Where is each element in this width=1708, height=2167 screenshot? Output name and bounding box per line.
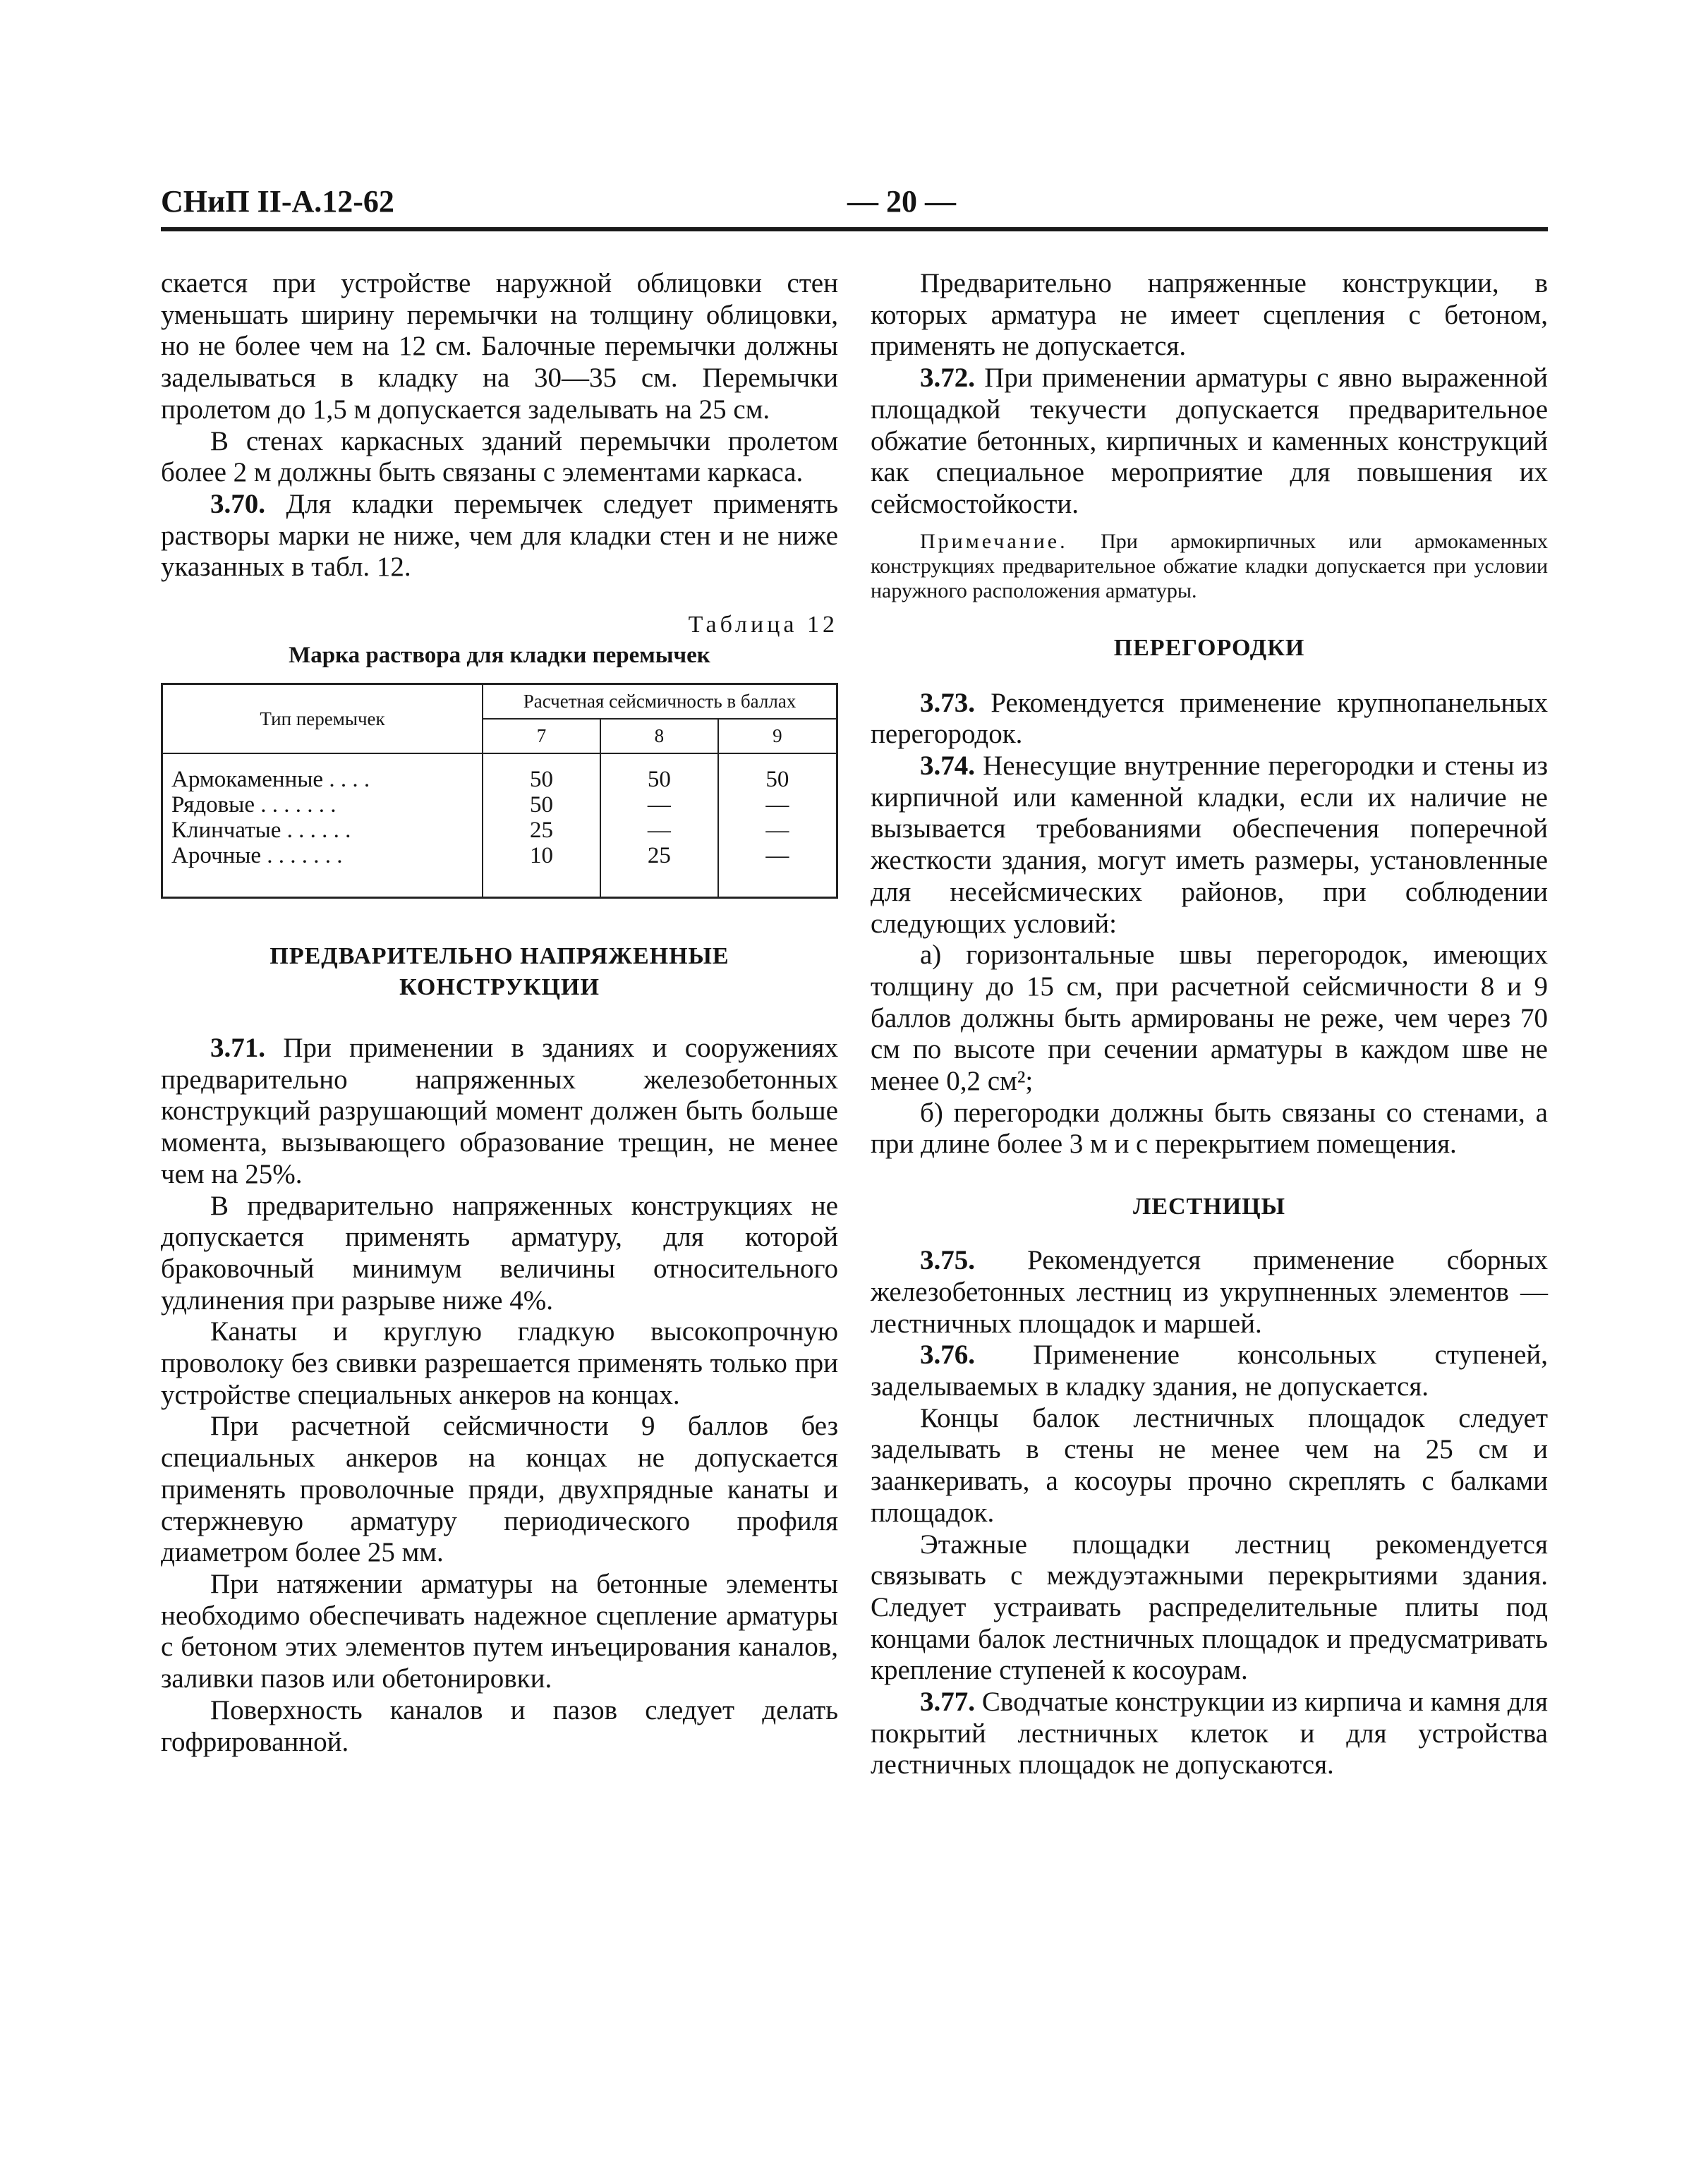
document-code: СНиП II-А.12-62 — [161, 184, 394, 219]
table-cell-type: Армокаменные . . . . — [162, 753, 483, 792]
table-cell: — — [718, 792, 837, 818]
section-heading-partitions: ПЕРЕГОРОДКИ — [1113, 634, 1305, 661]
paragraph: Предварительно напряженные конструкции, в которых арматура не имеет сцепления с бетоном, применять не допускается. — [871, 268, 1548, 362]
right-column — [871, 268, 1548, 1781]
note-text: При армокирпичных или армокаменных конструкциях предварительное обжатие кладки допускается при условии наружного расположения арматуры. — [871, 529, 1548, 602]
clause-text: Рекомендуется применение сборных железобетонных лестниц из укрупненных элементов — лестничных площадок и маршей. — [871, 1245, 1548, 1339]
paragraph: Канаты и круглую гладкую высокопрочную проволоку без свивки разрешается применять только при устройстве специальных анкеров на концах. — [161, 1316, 838, 1410]
clause-text: Применение консольных ступеней, заделываемых в кладку здания, не допускается. — [871, 1340, 1548, 1402]
table-cell-type: Рядовые . . . . . . . — [162, 792, 483, 818]
clause-text: Сводчатые конструкции из кирпича и камня для покрытий лестничных клеток и для устройства лестничных площадок не допускаются. — [871, 1687, 1548, 1780]
table-row — [162, 843, 837, 898]
clause-number: 3.72. — [920, 363, 975, 394]
clause-number: 3.74. — [920, 751, 975, 782]
section-heading-prestressed — [161, 941, 838, 1003]
paragraph-3-74 — [871, 751, 1548, 940]
clause-number: 3.77. — [920, 1687, 975, 1718]
left-column — [161, 268, 838, 1758]
paragraph-3-70 — [161, 489, 838, 583]
paragraph-3-77 — [871, 1687, 1548, 1781]
clause-text: При применении арматуры с явно выраженной площадкой текучести допускается предварительное обжатие бетонных, кирпичных и каменных конструкций как специальное мероприятие для повышения их сейсмостойкости. — [871, 363, 1548, 519]
clause-text: При применении в зданиях и сооружениях предварительно напряженных железобетонных конструкций разрушающий момент должен быть больше момента, вызывающего образование трещин, не менее чем на 25%. — [161, 1033, 838, 1189]
table-cell: — — [718, 818, 837, 843]
paragraph-3-72 — [871, 363, 1548, 521]
table-header-type: Тип перемычек — [162, 684, 483, 754]
table-header-seismicity: Расчетная сейсмичность в баллах — [483, 684, 837, 720]
table-cell: 25 — [483, 818, 600, 843]
paragraph-3-76 — [871, 1340, 1548, 1402]
table-cell-type: Клинчатые . . . . . . — [162, 818, 483, 843]
table-cell: — — [600, 792, 718, 818]
section-heading-line: КОНСТРУКЦИИ — [399, 974, 600, 1001]
paragraph-3-75 — [871, 1245, 1548, 1340]
paragraph: В предварительно напряженных конструкциях не допускается применять арматуру, для которой браковочный минимум величины относительного удлинения при разрыве ниже 4%. — [161, 1190, 838, 1316]
note — [871, 529, 1548, 603]
clause-number: 3.71. — [210, 1033, 265, 1064]
paragraph: Концы балок лестничных площадок следует заделывать в стены не менее чем на 25 см и заанкеривать, а косоуры прочно скреплять с балками площадок. — [871, 1402, 1548, 1528]
table-cell: 50 — [718, 753, 837, 792]
clause-number: 3.70. — [210, 488, 265, 519]
table-cell: 10 — [483, 843, 600, 898]
paragraph-3-71 — [161, 1033, 838, 1191]
running-header — [161, 183, 1572, 240]
table-cell: — — [600, 818, 718, 843]
table-row — [162, 818, 837, 843]
table-cell-type: Арочные . . . . . . . — [162, 843, 483, 898]
paragraph-3-73 — [871, 688, 1548, 751]
paragraph: а) горизонтальные швы перегородок, имеющих толщину до 15 см, при расчетной сейсмичности 8 и 9 баллов должны быть армированы не реже, чем через 70 см по высоте при сечении арматуры в каждом шве не менее 0,2 см²; — [871, 940, 1548, 1097]
table-cell: 50 — [483, 753, 600, 792]
paragraph: При натяжении арматуры на бетонные элементы необходимо обеспечивать надежное сцепление арматуры с бетоном этих элементов путем инъецирования каналов, заливки пазов или обетонировки. — [161, 1568, 838, 1694]
clause-number: 3.75. — [920, 1245, 975, 1276]
clause-text: Рекомендуется применение крупнопанельных перегородок. — [871, 687, 1548, 750]
clause-text: Ненесущие внутренние перегородки и стены из кирпичной или каменной кладки, если их наличие не вызывается требованиями обеспечения поперечной жесткости здания, могут иметь размеры, установленные для несейсмических районов, при соблюдении следующих условий: — [871, 751, 1548, 939]
paragraph: б) перегородки должны быть связаны со стенами, а при длине более 3 м и с перекрытием помещения. — [871, 1097, 1548, 1160]
table-cell: 25 — [600, 843, 718, 898]
paragraph: Этажные площадки лестниц рекомендуется связывать с междуэтажными перекрытиями здания. Следует устраивать распределительные плиты под концами балок лестничных площадок и предусматривать крепление ступеней к косоурам. — [871, 1529, 1548, 1686]
table-header-col: 9 — [718, 719, 837, 753]
header-rule — [161, 227, 1548, 231]
paragraph: В стенах каркасных зданий перемычки пролетом более 2 м должны быть связаны с элементами каркаса. — [161, 425, 838, 488]
paragraph: При расчетной сейсмичности 9 баллов без специальных анкеров на концах не допускается применять проволочные пряди, двухпрядные канаты и стержневую арматуру периодического профиля диаметром более 25 мм. — [161, 1411, 838, 1568]
table-cell: 50 — [600, 753, 718, 792]
note-label: Примечание. — [920, 529, 1068, 553]
table-cell: — — [718, 843, 837, 898]
table-cell: 50 — [483, 792, 600, 818]
clause-number: 3.73. — [920, 687, 975, 718]
table-header-col: 8 — [600, 719, 718, 753]
section-heading-stairs: ЛЕСТНИЦЫ — [1133, 1194, 1285, 1220]
table-title: Марка раствора для кладки перемычек — [289, 643, 710, 669]
paragraph: Поверхность каналов и пазов следует делать гофрированной. — [161, 1694, 838, 1757]
table-caption: Таблица 12 — [688, 612, 838, 638]
paragraph: скается при устройстве наружной облицовки стен уменьшать ширину перемычки на толщину облицовки, но не более чем на 12 см. Балочные перемычки должны заделываться в кладку на 30—35 см. Перемычки пролетом до 1,5 м допускается заделывать на 25 см. — [161, 268, 838, 425]
table-row — [162, 753, 837, 792]
page-number: — 20 — — [847, 184, 956, 219]
table-row — [162, 792, 837, 818]
table-header-col: 7 — [483, 719, 600, 753]
section-heading-line: ПРЕДВАРИТЕЛЬНО НАПРЯЖЕННЫЕ — [269, 943, 729, 970]
clause-number: 3.76. — [920, 1340, 975, 1371]
mortar-grade-table — [161, 683, 838, 899]
clause-text: Для кладки перемычек следует применять растворы марки не ниже, чем для кладки стен и не ниже указанных в табл. 12. — [161, 488, 838, 583]
